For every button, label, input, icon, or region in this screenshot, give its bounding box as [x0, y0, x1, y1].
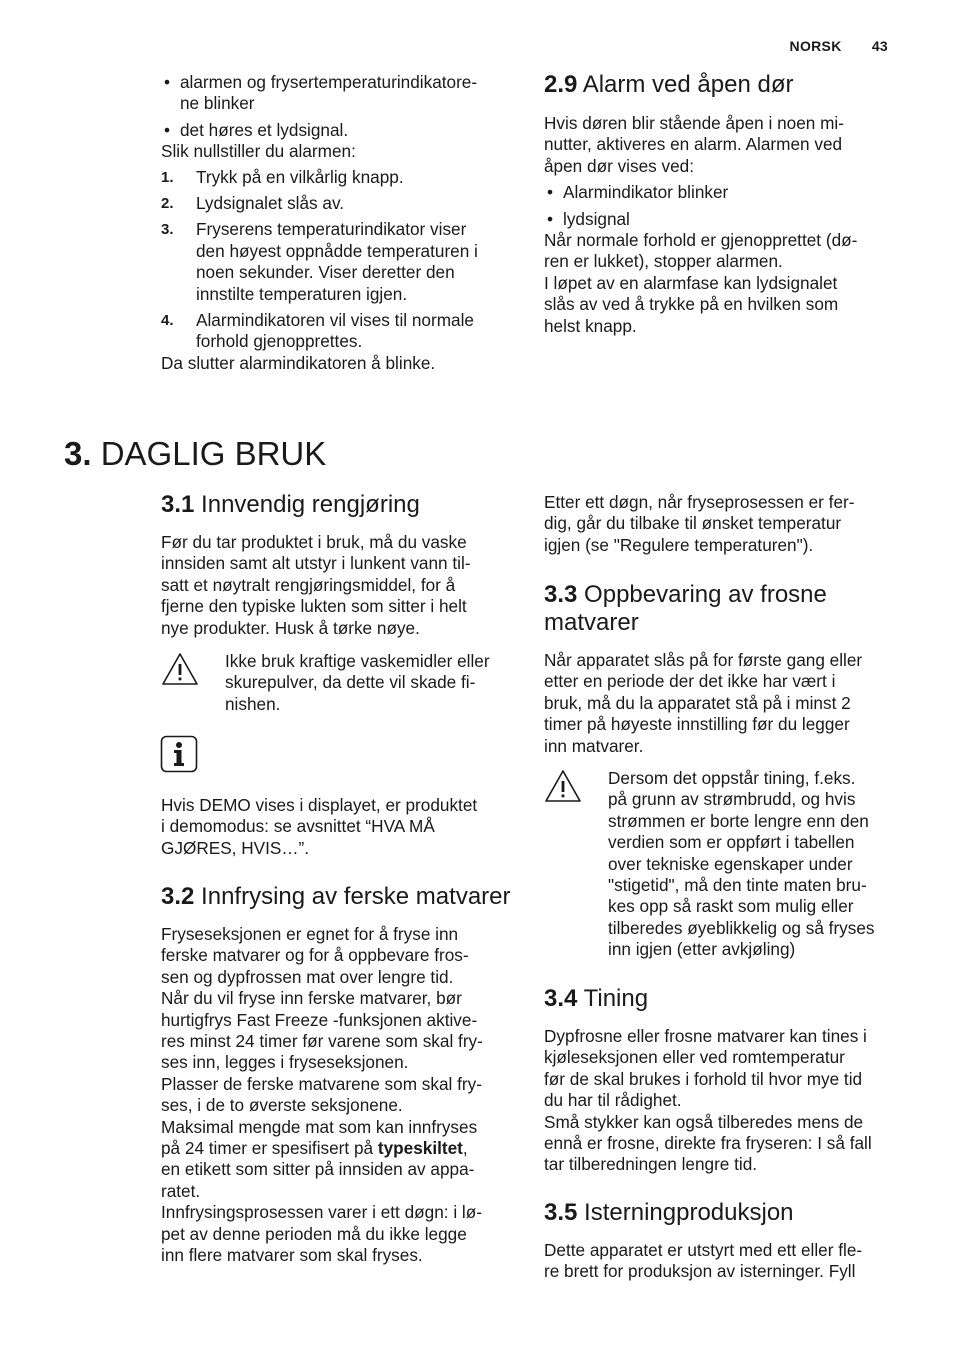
section-paragraph: Dette apparatet er utstyrt med ett eller fle- re brett for produksjon av isterninger. Fyll [544, 1240, 863, 1282]
step-item: 1. Trykk på en vilkårlig knapp. [161, 166, 404, 187]
section-3-3 [544, 581, 900, 757]
list-item: • det høres et lydsignal. [161, 120, 513, 141]
warning-icon [544, 768, 582, 804]
section-3-1 [161, 491, 513, 639]
section-paragraph: Når apparatet slås på for første gang eller etter en periode der det ikke har vært i bruk, må du la apparatet stå på i minst 2 timer på høyeste innstilling før du legger inn matvarer. [544, 650, 863, 756]
section-heading: 3.5 Isterningproduksjon [544, 1199, 794, 1226]
alarm-continuation [161, 72, 513, 374]
bold-term: typeskiltet [377, 1138, 463, 1159]
reset-outro: Da slutter alarmindikatoren å blinke. [161, 352, 436, 373]
section-heading: 3.1 Innvendig rengjøring [161, 491, 420, 518]
section-paragraph: Hvis døren blir stående åpen i noen mi- nutter, aktiveres en alarm. Alarmen ved åpen dør vises ved: [544, 113, 844, 176]
section-heading: 3.3 Oppbevaring av frosne matvarer [544, 581, 827, 636]
section-2-9 [544, 71, 900, 337]
list-item: • lydsignal [544, 209, 900, 230]
info-icon [160, 735, 198, 773]
step-item: 3. Fryserens temperaturindikator viser den høyest oppnådde temperaturen i noen sekunder. Viser deretter den innstilte temperaturen igjen. [161, 219, 478, 304]
list-item: • alarmen og frysertemperaturindikatore- ne blinker [161, 72, 513, 115]
section-3-2-continuation: Etter ett døgn, når fryseprosessen er fer- dig, går du tilbake til ønsket temperatur igjen (se "Regulere temperaturen"). [544, 492, 855, 555]
warning-icon [161, 651, 199, 687]
page-header [790, 38, 888, 54]
section-heading: 3.2 Innfrysing av ferske matvarer [161, 883, 511, 910]
warning-text: Ikke bruk kraftige vaskemidler eller skurepulver, da dette vil skade fi- nishen. [225, 651, 490, 714]
section-3-5 [544, 1199, 900, 1283]
reset-intro: Slik nullstiller du alarmen: [161, 141, 356, 162]
section-paragraph: Før du tar produktet i bruk, må du vaske innsiden samt alt utstyr i lunkent vann til- satt et nøytralt rengjøringsmiddel, for å fjerne den typiske lukten som sitter i helt nye produkter. Husk å tørke nøye. [161, 532, 471, 638]
section-heading: 2.9 Alarm ved åpen dør [544, 71, 794, 98]
list-item: • Alarmindikator blinker [544, 182, 900, 203]
info-text: Hvis DEMO vises i displayet, er produktet i demomodus: se avsnittet “HVA MÅ GJØRES, HVIS…”. [161, 795, 478, 858]
page-number: 43 [871, 38, 888, 54]
section-3-4 [544, 985, 900, 1176]
warning-text: Dersom det oppstår tining, f.eks. på grunn av strømbrudd, og hvis strømmen er borte lengre enn den verdien som er oppført i tabellen over tekniske egenskaper under "stigetid", må den tinte maten bru- kes opp så raskt som mulig eller tilberedes øyeblikkelig og så fryses inn igjen (etter avkjøling) [608, 768, 875, 960]
section-heading: 3.4 Tining [544, 985, 649, 1012]
language-label: NORSK [789, 38, 842, 54]
section-paragraph: Fryseseksjonen er egnet for å fryse inn ferske matvarer og for å oppbevare fros- sen og dypfrossen mat over lengre tid. Når du vil fryse inn ferske matvarer, bør hurtigfrys Fast Freeze -funksjonen aktive- res minst 24 timer før varene som skal fry- ses inn, legges i fryseseksjonen. Plasser de ferske matvarene som skal fry- ses, i de to øverste seksjonene. Maksimal mengde mat som kan innfryses på 24 timer er spesifisert på typeskiltet, en etikett som sitter på innsiden av appa- ratet. Innfrysingsprosessen varer i ett døgn: i lø- pet av denne perioden må du ikke legge inn flere matvarer som skal fryses. [161, 924, 483, 1266]
chapter-heading: 3. DAGLIG BRUK [64, 435, 327, 472]
step-item: 4. Alarmindikatoren vil vises til normale forhold gjenopprettes. [161, 310, 474, 352]
section-paragraph: Dypfrosne eller frosne matvarer kan tines i kjøleseksjonen eller ved romtemperatur før de skal brukes i forhold til hvor mye tid du har til rådighet. Små stykker kan også tilberedes mens de ennå er frosne, direkte fra fryseren: I så fall tar tilberedningen lengre tid. [544, 1026, 872, 1175]
step-item: 2. Lydsignalet slås av. [161, 193, 345, 214]
section-3-2 [161, 883, 513, 1267]
section-paragraph: Når normale forhold er gjenopprettet (dø- ren er lukket), stopper alarmen. I løpet av en alarmfase kan lydsignalet slås av ved å trykke på en hvilken som helst knapp. [544, 230, 858, 336]
